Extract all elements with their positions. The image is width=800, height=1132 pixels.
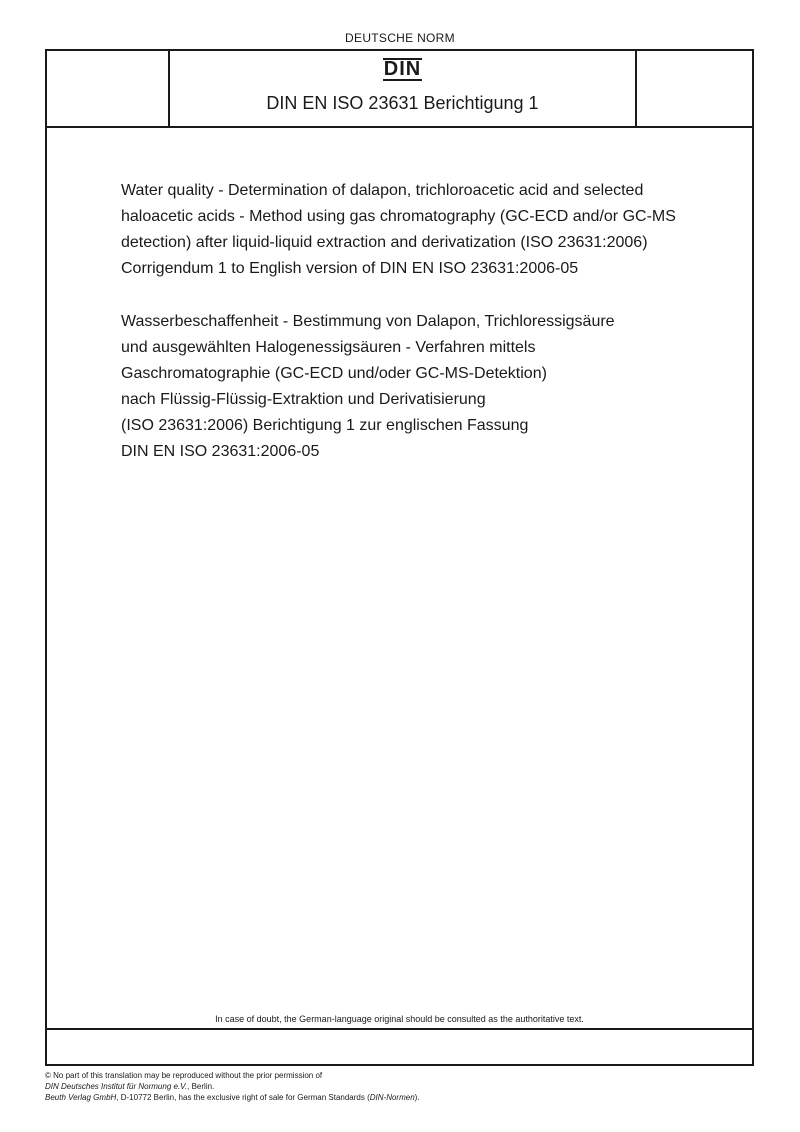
header-right-cell (635, 51, 754, 126)
copyright-line-2-rest: , Berlin. (187, 1082, 215, 1091)
english-title-line: haloacetic acids - Method using gas chromatography (GC-ECD and/or GC-MS (121, 208, 676, 225)
din-logo (170, 58, 635, 81)
footer-divider (47, 1028, 752, 1030)
page-frame (45, 49, 754, 1066)
english-title-line: Water quality - Determination of dalapon, trichloroacetic acid and selected (121, 182, 644, 199)
header-center-cell (170, 51, 635, 126)
header-left-cell (47, 51, 170, 126)
german-title-line: Gaschromatographie (GC-ECD und/oder GC-MS-Detektion) (121, 365, 547, 382)
header-row (47, 51, 752, 128)
copyright-line-2 (45, 1081, 420, 1092)
copyright-line-3-mid: , D-10772 Berlin, has the exclusive right of sale for German Standards ( (116, 1093, 370, 1102)
english-title-line: detection) after liquid-liquid extraction and derivatization (ISO 23631:2006) (121, 234, 648, 251)
english-title-line: Corrigendum 1 to English version of DIN EN ISO 23631:2006-05 (121, 260, 579, 277)
copyright-line-1: © No part of this translation may be reproduced without the prior permission of (45, 1071, 323, 1080)
din-normen-term: DIN-Normen (369, 1093, 415, 1102)
din-logo-text: DIN (383, 58, 422, 80)
document-number: DIN EN ISO 23631 Berichtigung 1 (266, 93, 539, 113)
english-title (121, 178, 676, 282)
german-title-line: (ISO 23631:2006) Berichtigung 1 zur englischen Fassung (121, 417, 529, 434)
copyright-line-3 (45, 1092, 420, 1103)
copyright-notice (45, 1070, 420, 1103)
german-title-line: nach Flüssig-Flüssig-Extraktion und Derivatisierung (121, 391, 486, 408)
copyright-line-3-end: ). (414, 1093, 420, 1102)
german-title-line: DIN EN ISO 23631:2006-05 (121, 443, 320, 460)
din-institute-name: DIN Deutsches Institut für Normung e.V. (45, 1082, 188, 1091)
authoritative-text-note: In case of doubt, the German-language original should be consulted as the authoritative text. (215, 1014, 584, 1024)
german-title-line: und ausgewählten Halogenessigsäuren - Verfahren mittels (121, 339, 536, 356)
document-type-label: DEUTSCHE NORM (345, 31, 455, 45)
german-title (121, 309, 615, 465)
german-title-line: Wasserbeschaffenheit - Bestimmung von Dalapon, Trichloressigsäure (121, 313, 615, 330)
publisher-name: Beuth Verlag GmbH (45, 1093, 117, 1102)
